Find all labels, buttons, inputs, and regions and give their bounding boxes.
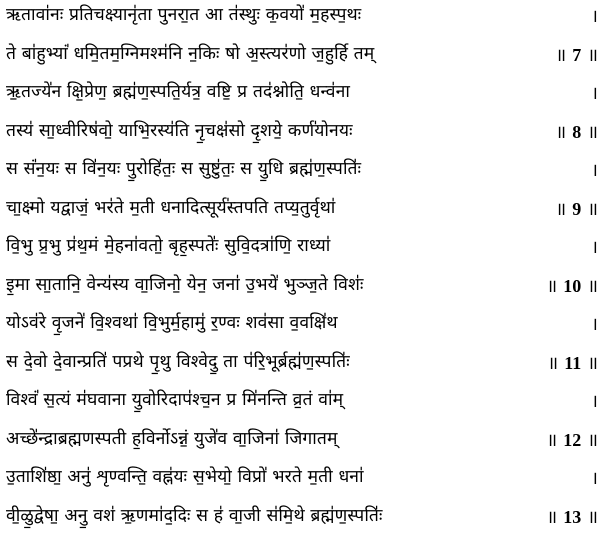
danda-right: ॥: [587, 506, 598, 527]
verse-line-end: [591, 466, 598, 490]
danda-right: ।: [591, 468, 598, 488]
danda-right: ॥: [587, 352, 598, 373]
danda-right: ।: [591, 160, 598, 180]
danda-right: ॥: [587, 44, 598, 65]
danda-right: ।: [591, 314, 598, 334]
double-danda-left: ॥: [555, 44, 567, 65]
double-danda-left: ॥: [546, 429, 558, 450]
verse-number: 10: [563, 275, 582, 296]
double-danda-left: ॥: [547, 352, 559, 373]
danda-right: ॥: [587, 275, 598, 296]
verse-line-end: [591, 312, 598, 336]
verse-line: [0, 0, 606, 36]
verse-number: 12: [563, 429, 582, 450]
verse-line: [0, 116, 606, 152]
verse-number: 9: [572, 198, 582, 219]
danda-right: ।: [591, 237, 598, 257]
double-danda-left: ॥: [555, 198, 567, 219]
verse-line-end: [591, 235, 598, 259]
verse-line-text: ऋतावा॑नः प्रतिचक्ष्यानृ॑ता पुनरा॒त आ त॑स्थुः क॒वयो॑ म॒हस्प॒थः: [6, 5, 362, 25]
double-danda-left: ॥: [555, 121, 567, 142]
verse-line: [0, 193, 606, 229]
verse-line-text: इ॒मा सा॒तानि॒ वेन्य॑स्य वा॒जिनो॒ येन॒ जना॑ उ॒भये॑ भुञ्ज॒ते विशः॑: [6, 274, 364, 295]
verse-line: [0, 77, 606, 113]
danda-right: ।: [591, 391, 598, 411]
danda-right: ॥: [587, 429, 598, 450]
verse-line-text: चा॒क्ष्मो यद्वाजं॒ भर॑ते म॒ती धनादित्सूर्य॑स्तपति तप्य॒तुर्वृथा॑: [6, 197, 336, 218]
verse-line: [0, 231, 606, 267]
verse-line: [0, 462, 606, 498]
verse-line-end: [555, 120, 598, 144]
verse-line-end: [591, 158, 598, 182]
verse-line-end: [591, 81, 598, 105]
verse-line-text: योऽव॑रे वृ॒जने॑ वि॒श्वथा॑ वि॒भुर्म॒हामु॑ र॒ण्वः शव॑सा व॒वक्षि॑थ: [6, 313, 338, 333]
double-danda-left: ॥: [546, 275, 558, 296]
verse-number: 7: [572, 44, 582, 65]
verse-line: [0, 501, 606, 537]
verse-number: 11: [564, 352, 582, 373]
verse-line-text: उ॒ताशि॑ष्ठा॒ अनु॑ शृण्वन्ति॒ वह्न॑यः स॒भेयो॒ विप्रो॑ भरते म॒ती धना॑: [6, 467, 364, 487]
verse-line-end: [591, 389, 598, 413]
verse-line-text: वी॒ळु॒द्वेषा॒ अनु॒ वश॑ ऋ॒णमा॑द॒दिः स ह॑ वा॒जी स॑मि॒थे ब्रह्म॑ण॒स्पतिः॑: [6, 505, 383, 526]
verse-line-end: [555, 43, 598, 67]
verse-line: [0, 39, 606, 75]
verse-number: 13: [563, 506, 582, 527]
verse-line-end: [546, 274, 598, 298]
verse-number: 8: [572, 121, 582, 142]
verse-line-text: अच्छे॑न्द्राब्रह्मणस्पती ह॒विर्नोऽन्नं॒ युजे॑व वा॒जिना॑ जिगातम्: [6, 428, 338, 449]
verse-line-text: स सं॑न॒यः स वि॑न॒यः पु॒रोहि॑तः॒ स सुष्टु॑तः॒ स यु॒धि ब्रह्म॑ण॒स्पतिः॑: [6, 159, 362, 179]
verse-line-end: [555, 197, 598, 221]
verse-line: [0, 424, 606, 460]
verse-line-text: स दे॒वो दे॒वान्प्रति॑ पप्रथे पृ॒थु विश्वेदु॒ ता प॑रि॒भूर्ब्रह्म॑ण॒स्पतिः॑: [6, 351, 350, 372]
danda-right: ॥: [587, 121, 598, 142]
verse-line-end: [591, 4, 598, 28]
danda-right: ।: [591, 6, 598, 26]
verse-line: [0, 270, 606, 306]
verse-line: [0, 385, 606, 421]
verse-line: [0, 154, 606, 190]
verse-line: [0, 347, 606, 383]
verse-line-end: [546, 428, 598, 452]
verse-line-text: तस्य॑ सा॒ध्वीरिष॑वो॒ याभि॒रस्य॑ति नृ॒चक्ष॑सो दृ॒शये॒ कर्ण॑योनयः: [6, 120, 353, 141]
double-danda-left: ॥: [546, 506, 558, 527]
verse-line-end: [547, 351, 598, 375]
verse-line-text: विश्वं॑ स॒त्यं म॑घवाना यु॒वोरिदाप॑श्च॒न प्र मि॑नन्ति व्र॒तं वा॑म्: [6, 390, 344, 410]
danda-right: ॥: [587, 198, 598, 219]
verse-line-text: वि॒भु प्र॒भु प्र॑थ॒मं मे॒हना॑वतो॒ बृह॒स्पतेः॑ सुवि॒दत्रा॑णि॒ राध्या॑: [6, 236, 331, 256]
danda-right: ।: [591, 83, 598, 103]
verse-line-text: ते बा॑हुभ्यां॑ धमि॒तम॒ग्निमश्म॑नि न॒किः षो अ॒स्त्यर॑णो ज॒हुर्हि तम्: [6, 43, 375, 64]
verse-line: [0, 308, 606, 344]
verse-line-text: ऋ॒तज्ये॑न क्षि॒प्रेण॒ ब्रह्म॑ण॒स्पति॒र्यत्र॒ वष्टि॒ प्र तद॑श्नोति॒ धन्व॑ना: [6, 82, 350, 102]
verse-line-end: [546, 505, 598, 529]
